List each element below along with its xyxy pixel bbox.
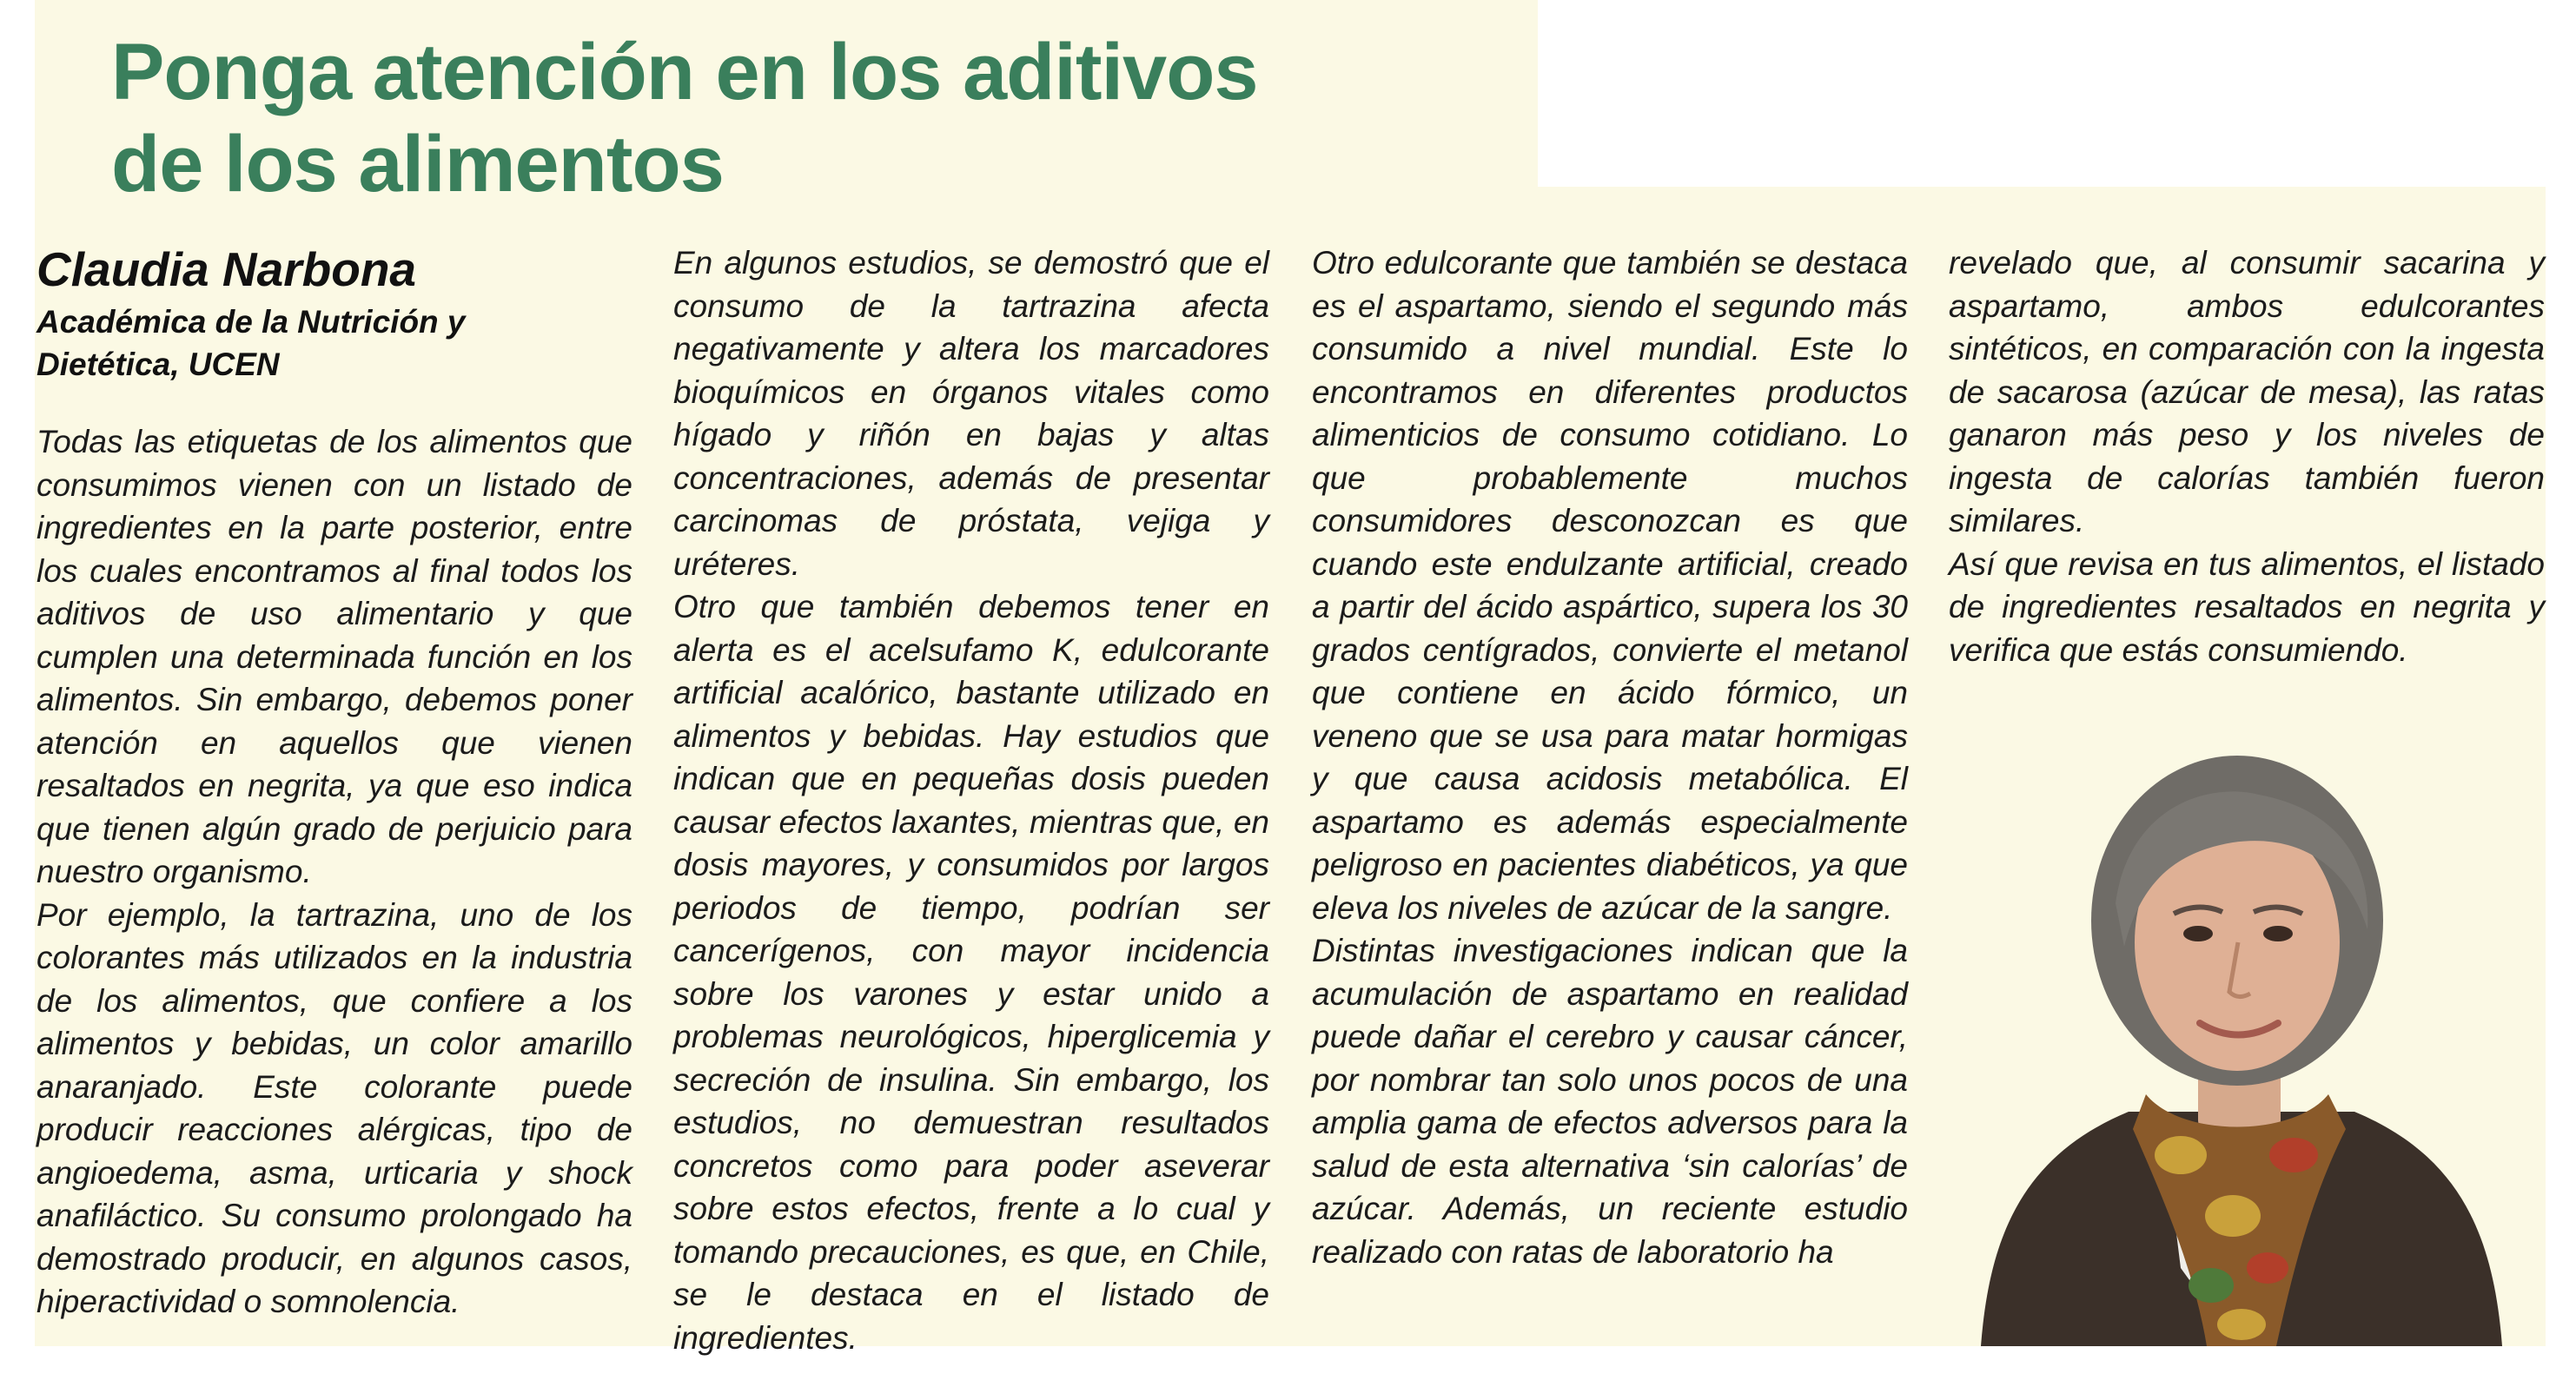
author-photo [1946, 747, 2528, 1346]
column-1 [36, 243, 632, 1324]
author-role-line-2: Dietética, UCEN [36, 347, 280, 382]
column-2 [673, 241, 1269, 1359]
paragraph: Así que revisa en tus alimentos, el listado de ingredientes resaltados en negrita y verifica que estás consumiendo. [1949, 545, 2545, 668]
title-line-1: Ponga atención en los aditivos [111, 28, 1258, 116]
paragraph: En algunos estudios, se demostró que el consumo de la tartrazina afecta negativamente y altera los marcadores bioquímicos en órganos vitales como hígado y riñón en bajas y altas concentraciones, además de presentar carcinomas de próstata, vejiga y uréteres. [673, 245, 1269, 582]
paragraph: revelado que, al consumir sacarina y aspartamo, ambos edulcorantes sintéticos, en comparación con la ingesta de sacarosa (azúcar de mesa), las ratas ganaron más peso y los niveles de ingesta de calorías también fueron similares. [1949, 245, 2545, 538]
column-3 [1312, 241, 1908, 1273]
author-name: Claudia Narbona [36, 242, 417, 296]
paragraph: Otro que también debemos tener en alerta es el acelsufamo K, edulcorante artificial acalórico, bastante utilizado en alimentos y bebidas. Hay estudios que indican que en pequeñas dosis pueden causar efectos laxantes, mientras que, en dosis mayores, y consumidos por largos periodos de tiempo, podrían ser cancerígenos, con mayor incidencia sobre los varones y estar unido a problemas neurológicos, hiperglicemia y secreción de insulina. Sin embargo, los estudios, no demuestran resultados concretos como para poder aseverar sobre estos efectos, frente a lo cual y tomando precauciones, es que, en Chile, se le destaca en el listado de ingredientes. [673, 589, 1269, 1356]
paragraph: Distintas investigaciones indican que la acumulación de aspartamo en realidad puede dañar el cerebro y causar cáncer, por nombrar tan solo unos pocos de una amplia gama de efectos adversos para la salud de esta alternativa ‘sin calorías’ de azúcar. Además, un reciente estudio realizado con ratas de laboratorio ha [1312, 933, 1908, 1270]
paragraph: Otro edulcorante que también se destaca es el aspartamo, siendo el segundo más consumido a nivel mundial. Este lo encontramos en diferentes productos alimenticios de consumo cotidiano. Lo que probablemente muchos consumidores desconozcan es que cuando este endulzante artificial, creado a partir del ácido aspártico, supera los 30 grados centígrados, convierte el metanol que contiene en ácido fórmico, un veneno que se usa para matar hormigas y que causa acidosis metabólica. El aspartamo es además especialmente peligroso en pacientes diabéticos, ya que eleva los niveles de azúcar de la sangre. [1312, 245, 1908, 926]
author-role-line-1: Académica de la Nutrición y [36, 304, 466, 340]
paragraph: Por ejemplo, la tartrazina, uno de los colorantes más utilizados en la industria de los alimentos, que confiere a los alimentos y bebidas, un color amarillo anaranjado. Este colorante puede producir reacciones alérgicas, tipo de angioedema, asma, urticaria y shock anafiláctico. Su consumo prolongado ha demostrado producir, en algunos casos, hiperactividad o somnolencia. [36, 896, 632, 1319]
title-line-2: de los alimentos [111, 120, 724, 208]
paragraph: Todas las etiquetas de los alimentos que consumimos vienen con un listado de ingredientes en la parte posterior, entre los cuales encontramos al final todos los aditivos de uso alimentario y que cumplen una determinada función en los alimentos. Sin embargo, debemos poner atención en aquellos que vienen resaltados en negrita, ya que eso indica que tienen algún grado de perjuicio para nuestro organismo. [36, 424, 632, 889]
author-role [36, 301, 523, 386]
article-title [111, 26, 1258, 210]
column-4 [1949, 241, 2545, 671]
